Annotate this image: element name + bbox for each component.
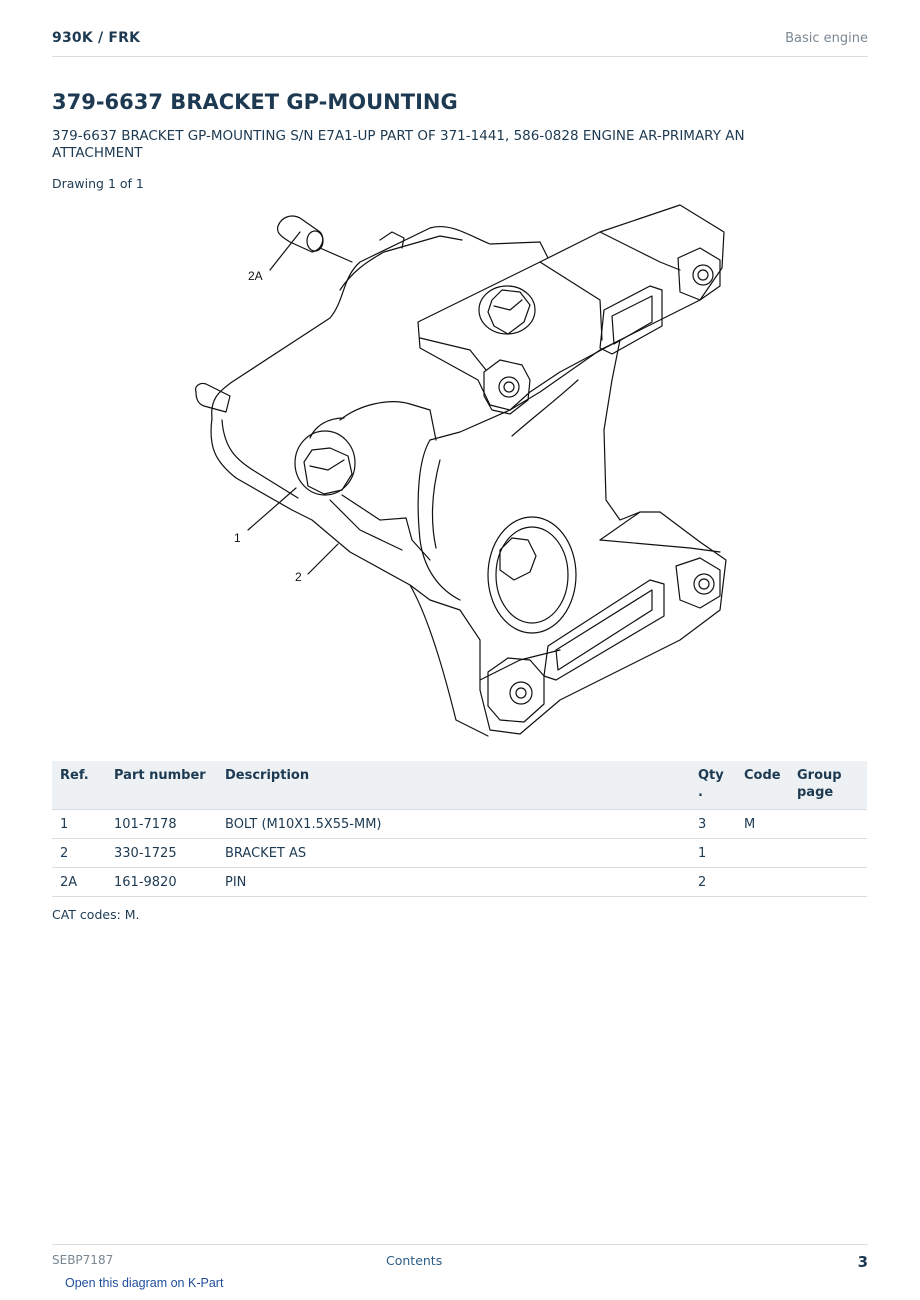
cell-code (736, 839, 789, 868)
table-row (52, 839, 867, 868)
table-header-row (52, 761, 867, 810)
callout-1[interactable]: 1 (234, 531, 241, 545)
cell-qty: 1 (690, 839, 736, 868)
cell-part-number[interactable]: 101-7178 (106, 810, 217, 839)
bracket-upper-arm (418, 205, 724, 410)
cell-group-page (789, 839, 867, 868)
cat-codes-note: CAT codes: M. (52, 907, 140, 922)
middle-bolt-head (500, 538, 536, 580)
cell-group-page (789, 868, 867, 897)
page-number: 3 (857, 1253, 868, 1271)
cell-code: M (736, 810, 789, 839)
page-header (52, 28, 868, 57)
callout-2[interactable]: 2 (295, 570, 302, 584)
cell-part-number[interactable]: 161-9820 (106, 868, 217, 897)
document-id: SEBP7187 (52, 1253, 114, 1267)
table-row (52, 868, 867, 897)
section-label: Basic engine (785, 31, 868, 46)
cell-ref: 2 (52, 839, 106, 868)
bracket-back-plate (212, 227, 548, 418)
upper-bolt-head (488, 290, 530, 334)
parts-diagram (180, 198, 740, 743)
col-group-page: Group page (789, 761, 867, 810)
cell-qty: 3 (690, 810, 736, 839)
cell-group-page (789, 810, 867, 839)
cell-ref: 1 (52, 810, 106, 839)
cell-part-number[interactable]: 330-1725 (106, 839, 217, 868)
col-ref: Ref. (52, 761, 106, 810)
col-code: Code (736, 761, 789, 810)
col-part-number: Part number (106, 761, 217, 810)
pin-upper (278, 216, 323, 252)
col-description: Description (217, 761, 690, 810)
bracket-column (430, 340, 640, 520)
col-qty: Qty . (690, 761, 736, 810)
page-footer (52, 1244, 868, 1279)
drawing-label: Drawing 1 of 1 (52, 176, 144, 191)
cell-ref: 2A (52, 868, 106, 897)
contents-link[interactable]: Contents (386, 1253, 443, 1268)
cell-description: BOLT (M10X1.5X55-MM) (217, 810, 690, 839)
page-subtitle: 379-6637 BRACKET GP-MOUNTING S/N E7A1-UP PART OF 371-1441, 586-0828 ENGINE AR-PRIMARY AN ATTACHMENT (52, 128, 745, 161)
kpart-link[interactable]: Open this diagram on K-Part (65, 1276, 224, 1290)
callout-2a[interactable]: 2A (248, 269, 263, 283)
cell-code (736, 868, 789, 897)
cell-description: BRACKET AS (217, 839, 690, 868)
bracket-lower-arm (430, 512, 726, 734)
cell-qty: 2 (690, 868, 736, 897)
table-row (52, 810, 867, 839)
cell-description: PIN (217, 868, 690, 897)
page-title: 379-6637 BRACKET GP-MOUNTING (52, 90, 458, 114)
model-label: 930K / FRK (52, 30, 141, 46)
parts-table (52, 761, 867, 897)
